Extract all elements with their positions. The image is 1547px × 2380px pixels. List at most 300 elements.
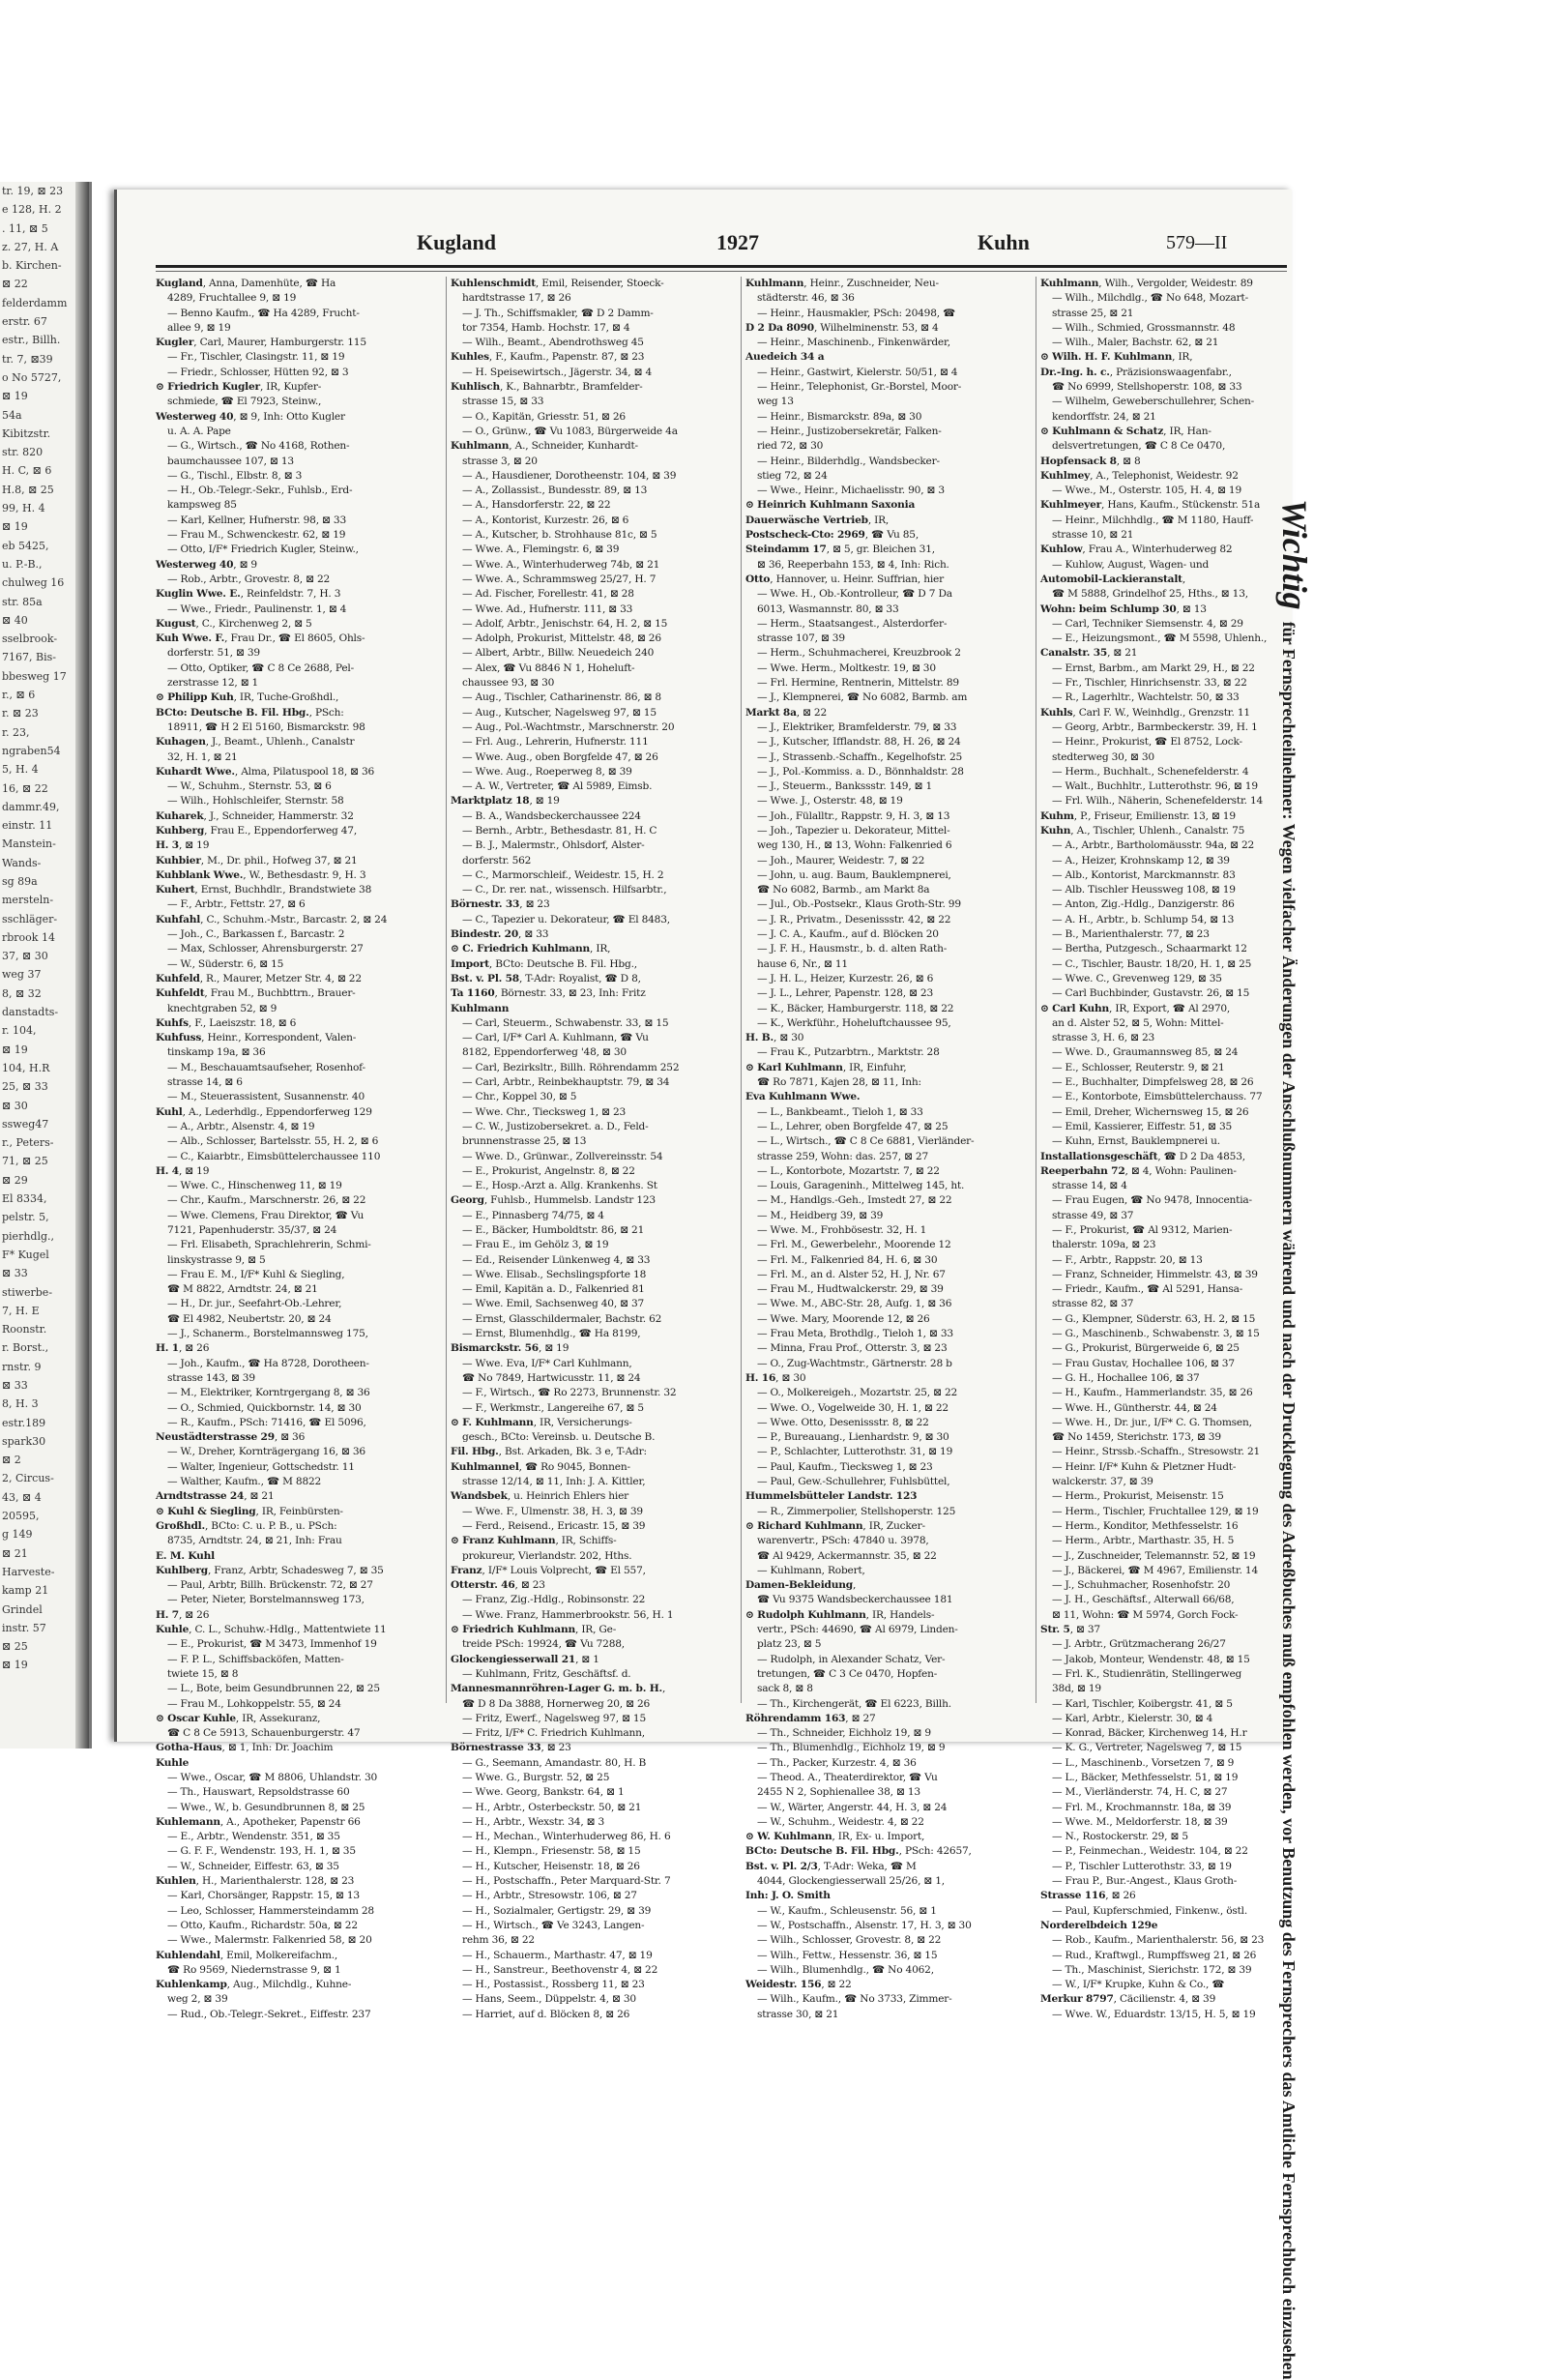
left-fragment: e 128, H. 2 xyxy=(2,203,62,217)
directory-entry-line: strasse 15, ⊠ 33 xyxy=(462,396,544,408)
directory-entry-line: thalerstr. 109a, ⊠ 23 xyxy=(1052,1239,1156,1251)
directory-entry-line: — A., Arbtr., Alsenstr. 4, ⊠ 19 xyxy=(167,1120,315,1132)
directory-entry: Neustädterstrasse 29, ⊠ 36 xyxy=(156,1431,306,1444)
directory-entry: Westerweg 40, ⊠ 9 xyxy=(156,558,257,571)
directory-entry-line: strasse 143, ⊠ 39 xyxy=(167,1371,255,1384)
directory-entry-line: — J. Arbtr., Grützmacherang 26/27 xyxy=(1052,1638,1226,1651)
directory-entry: Kuhlmey, A., Telephonist, Weidestr. 92 xyxy=(1040,469,1239,482)
left-fragment: tr. 7, ⊠39 xyxy=(2,352,53,366)
left-page-sliver xyxy=(0,182,92,1748)
directory-entry-line: — Walt., Buchhltr., Lutterothstr. 96, ⊠ 19 xyxy=(1052,780,1258,793)
directory-entry: Bindestr. 20, ⊠ 33 xyxy=(451,928,549,941)
directory-entry-line: — Wwe. Ad., Hufnerstr. 111, ⊠ 33 xyxy=(462,602,633,615)
directory-entry: Wohn: beim Schlump 30, ⊠ 13 xyxy=(1040,602,1207,615)
directory-entry-line: — Wwe., Friedr., Paulinenstr. 1, ⊠ 4 xyxy=(167,602,347,615)
left-fragment: 99, H. 4 xyxy=(2,502,45,515)
directory-entry-line: — Chr., Koppel 30, ⊠ 5 xyxy=(462,1091,577,1103)
directory-entry-line: — Fritz, I/F* C. Friedrich Kuhlmann, xyxy=(462,1727,645,1740)
directory-entry-line: — Wwe. H., Dr. jur., I/F* C. G. Thomsen, xyxy=(1052,1416,1252,1428)
directory-entry: Inh: J. O. Smith xyxy=(745,1890,831,1902)
directory-entry-line: — Wwe., Malermstr. Falkenried 58, ⊠ 20 xyxy=(167,1934,372,1947)
directory-entry-line: prokureur, Vierlandstr. 202, Hths. xyxy=(462,1549,632,1562)
directory-entry-line: — Herm., Konditor, Methfesselstr. 16 xyxy=(1052,1519,1239,1532)
directory-entry-line: 8182, Eppendorferweg '48, ⊠ 30 xyxy=(462,1046,627,1059)
left-fragment: r. ⊠ 23 xyxy=(2,707,39,720)
directory-entry-line: ☎ M 5888, Grindelhof 25, Hths., ⊠ 13, xyxy=(1052,588,1248,601)
left-fragment: danstadts- xyxy=(2,1006,59,1019)
directory-page xyxy=(114,190,1314,2380)
directory-entry-line: — L., Lehrer, oben Borgfelde 47, ⊠ 25 xyxy=(757,1120,949,1132)
directory-entry-line: — Herm., Tischler, Fruchtallee 129, ⊠ 19 xyxy=(1052,1505,1259,1517)
directory-entry-line: — Frau K., Putzarbtrn., Marktstr. 28 xyxy=(757,1046,940,1059)
directory-entry-line: — Aug., Tischler, Catharinenstr. 86, ⊠ 8 xyxy=(462,691,661,704)
directory-entry-line: — Herm., Prokurist, Meisenstr. 15 xyxy=(1052,1490,1224,1503)
directory-entry: Kuhlberg, Franz, Arbtr, Schadesweg 7, ⊠ 35 xyxy=(156,1564,384,1576)
left-fragment: estr., Billh. xyxy=(2,334,61,347)
directory-entry-line: — Frau P., Bur.-Angest., Klaus Groth- xyxy=(1052,1875,1238,1888)
directory-entry-line: — J., Kutscher, Ifflandstr. 88, H. 26, ⊠ 24 xyxy=(757,736,961,749)
directory-entry-line: — Frau Gustav, Hochallee 106, ⊠ 37 xyxy=(1052,1357,1235,1369)
left-fragment: felderdamm xyxy=(2,296,68,309)
directory-entry-line: — A. W., Vertreter, ☎ Al 5989, Eimsb. xyxy=(462,780,653,793)
directory-entry-line: — Kuhn, Ernst, Bauklempnerei u. xyxy=(1052,1135,1220,1148)
left-fragment: Harveste- xyxy=(2,1565,55,1578)
directory-entry-line: — Ed., Reisender Lünkenweg 4, ⊠ 33 xyxy=(462,1253,651,1266)
left-fragment: H. C, ⊠ 6 xyxy=(2,464,52,478)
directory-entry-line: — B., Marienthalerstr. 77, ⊠ 23 xyxy=(1052,928,1210,941)
directory-entry-line: — N., Rostockerstr. 29, ⊠ 5 xyxy=(1052,1831,1188,1843)
directory-entry-line: — Rob., Arbtr., Grovestr. 8, ⊠ 22 xyxy=(167,573,331,585)
directory-entry: Kuhl, A., Lederhdlg., Eppendorferweg 129 xyxy=(156,1105,372,1118)
left-fragment: Grindel xyxy=(2,1602,43,1616)
directory-entry-line: — K., Werkführ., Hoheluftchaussee 95, xyxy=(757,1016,951,1029)
directory-entry-line: strasse 25, ⊠ 21 xyxy=(1052,307,1134,319)
left-fragment: ⊠ 25 xyxy=(2,1640,28,1654)
directory-entry-line: — Heinr., Strssb.-Schaffn., Stresowstr. 21 xyxy=(1052,1446,1261,1458)
left-fragment: El 8334, xyxy=(2,1192,47,1206)
running-head-right: Kuhn xyxy=(978,230,1030,254)
left-fragment: 2, Circus- xyxy=(2,1472,54,1485)
directory-entry-line: — Alb. Tischler Heussweg 108, ⊠ 19 xyxy=(1052,884,1236,896)
directory-entry: Auedeich 34 a xyxy=(745,351,825,364)
directory-entry-line: strasse 3, H. 6, ⊠ 23 xyxy=(1052,1032,1155,1044)
directory-entry: ⊙ Karl Kuhlmann, IR, Einfuhr, xyxy=(745,1061,907,1073)
directory-entry-line: — Rud., Ob.-Telegr.-Sekret., Eiffestr. 237 xyxy=(167,2008,371,2020)
left-fragment: g 149 xyxy=(2,1528,33,1542)
directory-entry-line: — Wilh., Beamt., Abendrothsweg 45 xyxy=(462,337,644,349)
directory-entry-line: — L., Bäcker, Methfesselstr. 51, ⊠ 19 xyxy=(1052,1771,1239,1783)
directory-entry: Kuhfuss, Heinr., Korrespondent, Valen- xyxy=(156,1032,357,1044)
directory-entry-line: — O., Schmied, Quickbornstr. 14, ⊠ 30 xyxy=(167,1401,362,1414)
directory-entry-line: ☎ No 7849, Hartwicusstr. 11, ⊠ 24 xyxy=(462,1371,641,1384)
directory-entry-line: 18911, ☎ H 2 El 5160, Bismarckstr. 98 xyxy=(167,720,365,733)
directory-entry-line: — Emil, Dreher, Wichernsweg 15, ⊠ 26 xyxy=(1052,1105,1249,1118)
directory-entry-line: — W., Schuhm., Sternstr. 53, ⊠ 6 xyxy=(167,780,332,793)
directory-entry-line: — Wilh., Fettw., Hessenstr. 36, ⊠ 15 xyxy=(757,1949,938,1961)
left-fragment: 25, ⊠ 33 xyxy=(2,1080,48,1094)
directory-entry-line: — Franz, Schneider, Himmelstr. 43, ⊠ 39 xyxy=(1052,1268,1258,1280)
directory-entry-line: — L., Bote, beim Gesundbrunnen 22, ⊠ 25 xyxy=(167,1683,380,1695)
directory-entry-line: — G., Wirtsch., ☎ No 4168, Rothen- xyxy=(167,440,350,453)
directory-entry: Börnestrasse 33, ⊠ 23 xyxy=(451,1742,571,1754)
directory-entry-line: — Wwe. Aug., Roeperweg 8, ⊠ 39 xyxy=(462,765,632,778)
directory-entry-line: — Wilh., Schlosser, Grovestr. 8, ⊠ 22 xyxy=(757,1934,942,1947)
directory-entry-line: — G. F. F., Wendenstr. 193, H. 1, ⊠ 35 xyxy=(167,1845,356,1858)
directory-entry-line: — Wwe. C., Grevenweg 129, ⊠ 35 xyxy=(1052,972,1222,984)
directory-entry-line: weg 2, ⊠ 39 xyxy=(167,1993,228,2006)
directory-entry-line: ☎ C 8 Ce 5913, Schauenburgerstr. 47 xyxy=(167,1727,361,1740)
left-fragment: str. 820 xyxy=(2,446,44,459)
directory-entry-line: — G., Maschinenb., Schwabenstr. 3, ⊠ 15 xyxy=(1052,1328,1260,1340)
left-fragment: b. Kirchen- xyxy=(2,259,62,273)
directory-entry-line: — Wwe., Heinr., Michaelisstr. 90, ⊠ 3 xyxy=(757,485,945,497)
directory-entry-line: — Frau E., im Gehölz 3, ⊠ 19 xyxy=(462,1239,609,1251)
directory-entry-line: — J. Th., Schiffsmakler, ☎ D 2 Damm- xyxy=(462,307,654,319)
directory-entry: Gotha-Haus, ⊠ 1, Inh: Dr. Joachim xyxy=(156,1742,334,1754)
directory-entry-line: — Joh., Kaufm., ☎ Ha 8728, Dorotheen- xyxy=(167,1357,369,1369)
directory-entry-line: — Frau Eugen, ☎ No 9478, Innocentia- xyxy=(1052,1194,1252,1207)
directory-entry-line: — Wwe. H., Güntherstr. 44, ⊠ 24 xyxy=(1052,1401,1217,1414)
directory-entry-line: linskystrasse 9, ⊠ 5 xyxy=(167,1253,266,1266)
directory-entry-line: — Wwe. D., Graumannsweg 85, ⊠ 24 xyxy=(1052,1046,1239,1059)
directory-entry-line: stedterweg 30, ⊠ 30 xyxy=(1052,750,1154,763)
directory-entry-line: — Wwe. O., Vogelweide 30, H. 1, ⊠ 22 xyxy=(757,1401,949,1414)
directory-entry: Kuhles, F., Kaufm., Papenstr. 87, ⊠ 23 xyxy=(451,351,645,364)
directory-entry-line: — Wwe. A., Flemingstr. 6, ⊠ 39 xyxy=(462,544,620,556)
directory-entry: Kuhlmann, A., Schneider, Kunhardt- xyxy=(451,440,638,453)
directory-entry-line: — C., Kaiarbtr., Eimsbüttelerchaussee 110 xyxy=(167,1150,381,1162)
directory-entry-line: — Heinr., Justizobersekretär, Falken- xyxy=(757,425,942,437)
directory-entry-line: — Wwe. C., Hinschenweg 11, ⊠ 19 xyxy=(167,1180,342,1192)
directory-entry-line: — C., Tapezier u. Dekorateur, ☎ El 8483, xyxy=(462,913,670,926)
directory-entry-line: brunnenstrasse 25, ⊠ 13 xyxy=(462,1135,587,1148)
directory-entry-line: — Wwe. Eva, I/F* Carl Kuhlmann, xyxy=(462,1357,632,1369)
directory-entry-line: — Carl, Steuerm., Schwabenstr. 33, ⊠ 15 xyxy=(462,1016,669,1029)
directory-entry-line: — M., Heidberg 39, ⊠ 39 xyxy=(757,1209,884,1221)
directory-entry-line: — Adolph, Prokurist, Mittelstr. 48, ⊠ 26 xyxy=(462,632,661,645)
directory-entry-line: dorferstr. 51, ⊠ 39 xyxy=(167,647,260,660)
left-fragment: ⊠ 19 xyxy=(2,1043,28,1056)
directory-entry-line: — Frau E. M., I/F* Kuhl & Siegling, xyxy=(167,1268,345,1280)
directory-entry-line: — Bertha, Putzgesch., Schaarmarkt 12 xyxy=(1052,943,1247,955)
directory-entry-line: 8735, Arndtstr. 24, ⊠ 21, Inh: Frau xyxy=(167,1535,342,1547)
directory-entry-line: — L., Maschinenb., Vorsetzen 7, ⊠ 9 xyxy=(1052,1756,1235,1769)
left-fragment: ⊠ 30 xyxy=(2,1099,28,1112)
directory-entry: Installationsgeschäft, ☎ D 2 Da 4853, xyxy=(1040,1150,1245,1162)
directory-entry: H. 4, ⊠ 19 xyxy=(156,1164,210,1177)
column-divider xyxy=(741,277,742,1703)
year-heading: 1927 xyxy=(716,230,759,254)
directory-entry-line: — C. W., Justizobersekret. a. D., Feld- xyxy=(462,1120,649,1132)
directory-entry-line: — Heinr., Gastwirt, Kielerstr. 50/51, ⊠ 4 xyxy=(757,366,958,378)
directory-entry-line: — J. F. H., Hausmstr., b. d. alten Rath- xyxy=(757,943,948,955)
directory-entry-line: — Heinr., Bismarckstr. 89a, ⊠ 30 xyxy=(757,410,922,423)
left-fragment: 7, H. E xyxy=(2,1304,40,1317)
directory-entry-line: — Frl. Hermine, Rentnerin, Mittelstr. 89 xyxy=(757,677,959,690)
directory-entry-line: — Frau M., Schwenckestr. 62, ⊠ 19 xyxy=(167,529,346,542)
directory-entry-line: — Emil, Kassierer, Eiffestr. 51, ⊠ 35 xyxy=(1052,1120,1233,1132)
directory-entry-line: allee 9, ⊠ 19 xyxy=(167,321,231,334)
directory-entry: Canalstr. 35, ⊠ 21 xyxy=(1040,647,1138,660)
left-fragment: 104, H.R xyxy=(2,1061,50,1074)
directory-entry-line: — Friedr., Schlosser, Hütten 92, ⊠ 3 xyxy=(167,366,349,378)
directory-entry: Kuhlen, H., Marienthalerstr. 128, ⊠ 23 xyxy=(156,1875,355,1888)
directory-entry-line: — Theod. A., Theaterdirektor, ☎ Vu xyxy=(757,1771,938,1783)
directory-entry-line: ☎ Vu 9375 Wandsbeckerchaussee 181 xyxy=(757,1594,953,1606)
directory-entry: Kuhfahl, C., Schuhm.-Mstr., Barcastr. 2, ⊠ 24 xyxy=(156,913,388,926)
directory-entry-line: — Paul, Gew.-Schullehrer, Fuhlsbüttel, xyxy=(757,1476,950,1488)
directory-entry-line: — H., Schauerm., Marthastr. 47, ⊠ 19 xyxy=(462,1949,653,1961)
directory-entry-line: 4044, Glockengiesserwall 25/26, ⊠ 1, xyxy=(757,1875,945,1888)
directory-entry-line: — C., Dr. rer. nat., wissensch. Hilfsarbtr., xyxy=(462,884,667,896)
directory-entry-line: — H., Kutscher, Heisenstr. 18, ⊠ 26 xyxy=(462,1860,640,1872)
directory-entry: Marktplatz 18, ⊠ 19 xyxy=(451,795,560,808)
directory-entry-line: ⊠ 36, Reeperbahn 153, ⊠ 4, Inh: Rich. xyxy=(757,558,949,571)
directory-entry-line: — H., Arbtr., Wexstr. 34, ⊠ 3 xyxy=(462,1815,605,1828)
directory-entry-line: — Walter, Ingenieur, Gottschedstr. 11 xyxy=(167,1460,355,1473)
directory-entry-line: — Wwe. D., Grünwar., Zollvereinsstr. 54 xyxy=(462,1150,663,1162)
directory-entry: ⊙ Friedrich Kuhlmann, IR, Ge- xyxy=(451,1624,617,1636)
directory-entry-line: schmiede, ☎ El 7923, Steinw., xyxy=(167,396,322,408)
directory-entry-line: — Wwe. Emil, Sachsenweg 40, ⊠ 37 xyxy=(462,1298,645,1310)
directory-entry-line: — W., Schuhm., Weidestr. 4, ⊠ 22 xyxy=(757,1815,924,1828)
directory-entry-line: — Wwe. J., Osterstr. 48, ⊠ 19 xyxy=(757,795,903,808)
left-fragment: stiwerbe- xyxy=(2,1285,53,1299)
directory-entry-line: weg 130, H., ⊠ 13, Wohn: Falkenried 6 xyxy=(757,839,952,852)
directory-entry-line: — Wilh., Hohlschleifer, Sternstr. 58 xyxy=(167,795,344,808)
directory-entry-line: — Paul, Kaufm., Tiecksweg 1, ⊠ 23 xyxy=(757,1460,933,1473)
left-fragment: z. 27, H. A xyxy=(2,240,59,253)
directory-entry-line: — Ferd., Reisend., Ericastr. 15, ⊠ 39 xyxy=(462,1519,646,1532)
directory-entry-line: — Alb., Schlosser, Bartelsstr. 55, H. 2, ⊠ 6 xyxy=(167,1135,379,1148)
directory-entry-line: — Wwe. W., Eduardstr. 13/15, H. 5, ⊠ 19 xyxy=(1052,2008,1256,2020)
directory-entry-line: strasse 82, ⊠ 37 xyxy=(1052,1298,1134,1310)
directory-entry-line: — Albert, Arbtr., Billw. Neuedeich 240 xyxy=(462,647,655,660)
directory-entry-line: — O., Kapitän, Griesstr. 51, ⊠ 26 xyxy=(462,410,626,423)
directory-entry: Kuhardt Wwe., Alma, Pilatuspool 18, ⊠ 36 xyxy=(156,765,375,778)
directory-entry-line: — H., Wirtsch., ☎ Ve 3243, Langen- xyxy=(462,1919,645,1931)
directory-entry-line: — M., Beschauamtsaufseher, Rosenhof- xyxy=(167,1061,365,1073)
left-fragment: 8, H. 3 xyxy=(2,1397,39,1411)
left-fragment: einstr. 11 xyxy=(2,819,53,833)
directory-entry-line: — A., Heizer, Krohnskamp 12, ⊠ 39 xyxy=(1052,854,1230,867)
directory-entry-line: — Benno Kaufm., ☎ Ha 4289, Frucht- xyxy=(167,307,360,319)
directory-entry-line: — L., Wirtsch., ☎ C 8 Ce 6881, Vierländer- xyxy=(757,1135,975,1148)
directory-entry-line: ☎ Ro 7871, Kajen 28, ⊠ 11, Inh: xyxy=(757,1076,921,1089)
directory-entry: Kuhls, Carl F. W., Weinhdlg., Grenzstr. 11 xyxy=(1040,706,1250,719)
directory-entry-line: strasse 259, Wohn: das. 257, ⊠ 27 xyxy=(757,1150,929,1162)
directory-entry-line: — K., Bäcker, Hamburgerstr. 118, ⊠ 22 xyxy=(757,1002,954,1014)
directory-entry: Kuhle xyxy=(156,1756,190,1769)
directory-entry-line: 7121, Papenhuderstr. 35/37, ⊠ 24 xyxy=(167,1224,337,1236)
directory-entry: Hummelsbütteler Landstr. 123 xyxy=(745,1490,918,1503)
directory-entry-line: — Heinr., Prokurist, ☎ El 8752, Lock- xyxy=(1052,736,1242,749)
directory-entry-line: — H. Speisewirtsch., Jägerstr. 34, ⊠ 4 xyxy=(462,366,653,378)
directory-entry-line: — Jul., Ob.-Postsekr., Klaus Groth-Str. 99 xyxy=(757,898,961,911)
directory-entry-line: — E., Heizungsmont., ☎ M 5598, Uhlenh., xyxy=(1052,632,1268,645)
directory-entry-line: — Th., Blumenhdlg., Eichholz 19, ⊠ 9 xyxy=(757,1742,946,1754)
directory-entry-line: — Frl. Aug., Lehrerin, Hufnerstr. 111 xyxy=(462,736,649,749)
directory-entry: Import, BCto: Deutsche B. Fil. Hbg., xyxy=(451,957,637,970)
directory-entry-line: 4289, Fruchtallee 9, ⊠ 19 xyxy=(167,292,297,305)
directory-entry-line: tretungen, ☎ C 3 Ce 0470, Hopfen- xyxy=(757,1667,938,1680)
directory-entry: Kuhm, P., Friseur, Emilienstr. 13, ⊠ 19 xyxy=(1040,809,1236,822)
directory-entry-line: — Anton, Zig.-Hdlg., Danzigerstr. 86 xyxy=(1052,898,1235,911)
directory-entry-line: twiete 15, ⊠ 8 xyxy=(167,1667,239,1680)
directory-entry: H. 3, ⊠ 19 xyxy=(156,839,210,852)
directory-entry: Strasse 116, ⊠ 26 xyxy=(1040,1890,1136,1902)
directory-entry: Automobil-Lackieranstalt, xyxy=(1040,573,1186,585)
directory-entry-line: — Rudolph, in Alexander Schatz, Ver- xyxy=(757,1653,946,1665)
left-fragment: ⊠ 33 xyxy=(2,1267,28,1280)
directory-entry-line: — H., Sozialmaler, Gertigstr. 29, ⊠ 39 xyxy=(462,1904,652,1917)
directory-entry-line: — J., Strassenb.-Schaffn., Kegelhofstr. 25 xyxy=(757,750,963,763)
directory-entry-line: — H., Mechan., Winterhuderweg 86, H. 6 xyxy=(462,1831,671,1843)
directory-entry-line: — Wwe. Chr., Tiecksweg 1, ⊠ 23 xyxy=(462,1105,627,1118)
left-fragment: 8, ⊠ 32 xyxy=(2,986,42,1000)
directory-entry: Kuhlendahl, Emil, Molkereifachm., xyxy=(156,1949,338,1961)
directory-entry-line: — Carl, I/F* Carl A. Kuhlmann, ☎ Vu xyxy=(462,1032,649,1044)
left-fragment: spark30 xyxy=(2,1434,46,1448)
directory-entry-line: — Wwe. F., Ulmenstr. 38, H. 3, ⊠ 39 xyxy=(462,1505,643,1517)
directory-entry-line: ☎ Al 9429, Ackermannstr. 35, ⊠ 22 xyxy=(757,1549,937,1562)
directory-entry-line: — Carl, Bezirksltr., Billh. Röhrendamm 252 xyxy=(462,1061,680,1073)
directory-entry-line: — Emil, Kapitän a. D., Falkenried 81 xyxy=(462,1283,645,1296)
directory-entry-line: — Otto, Kaufm., Richardstr. 50a, ⊠ 22 xyxy=(167,1919,358,1931)
directory-entry-line: — Wwe. M., Frohbösestr. 32, H. 1 xyxy=(757,1224,927,1236)
directory-entry-line: — A., Hausdiener, Dorotheenstr. 104, ⊠ 39 xyxy=(462,469,677,482)
directory-entry-line: — Wwe., W., b. Gesundbrunnen 8, ⊠ 25 xyxy=(167,1801,365,1813)
directory-entry: Kugland, Anna, Damenhüte, ☎ Ha xyxy=(156,278,336,289)
directory-entry-line: — Kuhlmann, Fritz, Geschäftsf. d. xyxy=(462,1667,631,1680)
directory-entry-line: — Frl. Wilh., Näherin, Schenefelderstr. 14 xyxy=(1052,795,1264,808)
directory-entry: Kuhlemann, A., Apotheker, Papenstr 66 xyxy=(156,1815,361,1828)
directory-entry-line: ☎ M 8822, Arndtstr. 24, ⊠ 21 xyxy=(167,1283,318,1296)
left-fragment: Kibitzstr. xyxy=(2,426,51,440)
directory-entry: ⊙ Philipp Kuh, IR, Tuche-Großhdl., xyxy=(156,691,339,704)
left-fragment: r. Borst., xyxy=(2,1341,49,1355)
directory-entry-line: — H., Klempn., Friesenstr. 58, ⊠ 15 xyxy=(462,1845,641,1858)
directory-column-1 xyxy=(156,277,441,2020)
directory-entry-line: vertr., PSch: 44690, ☎ Al 6979, Linden- xyxy=(757,1624,958,1636)
directory-entry: Steindamm 17, ⊠ 5, gr. Bleichen 31, xyxy=(745,544,935,556)
directory-entry-line: — H., Kaufm., Hammerlandstr. 35, ⊠ 26 xyxy=(1052,1387,1253,1399)
directory-entry: Glockengiesserwall 21, ⊠ 1 xyxy=(451,1653,599,1665)
directory-entry-line: — L., Kontorbote, Mozartstr. 7, ⊠ 22 xyxy=(757,1164,940,1177)
directory-entry-line: — Wwe. Elisab., Sechslingspforte 18 xyxy=(462,1268,647,1280)
directory-entry: ⊙ Rudolph Kuhlmann, IR, Handels- xyxy=(745,1608,935,1621)
directory-entry-line: — Joh., Maurer, Weidestr. 7, ⊠ 22 xyxy=(757,854,925,867)
directory-entry-line: — Wilh., Blumenhdlg., ☎ No 4062, xyxy=(757,1963,934,1976)
directory-entry-line: — Herm., Staatsangest., Alsterdorfer- xyxy=(757,617,948,630)
directory-entry: Börnestr. 33, ⊠ 23 xyxy=(451,898,550,911)
directory-entry: Georg, Fuhlsb., Hummelsb. Landstr 123 xyxy=(451,1194,656,1207)
directory-entry-line: — W., Schneider, Eiffestr. 63, ⊠ 35 xyxy=(167,1860,339,1872)
directory-entry-line: — A., Arbtr., Bartholomäusstr. 94a, ⊠ 22 xyxy=(1052,839,1255,852)
directory-entry-line: — B. A., Wandsbeckerchaussee 224 xyxy=(462,809,641,822)
directory-entry-line: — G., Klempner, Süderstr. 63, H. 2, ⊠ 15 xyxy=(1052,1312,1256,1325)
directory-entry: BCto: Deutsche B. Fil. Hbg., PSch: xyxy=(156,706,344,719)
directory-entry-line: — E., Bäcker, Humboldtstr. 86, ⊠ 21 xyxy=(462,1224,645,1236)
directory-entry: Otto, Hannover, u. Heinr. Suffrian, hier xyxy=(745,573,944,585)
directory-entry: Ta 1160, Börnestr. 33, ⊠ 23, Inh: Fritz xyxy=(451,987,646,1000)
directory-entry-line: strasse 14, ⊠ 4 xyxy=(1052,1180,1127,1192)
directory-entry-line: — Georg, Arbtr., Barmbeckerstr. 39, H. 1 xyxy=(1052,720,1258,733)
left-fragment: r., Peters- xyxy=(2,1136,54,1150)
directory-entry-line: — P., Schlachter, Lutterothstr. 31, ⊠ 19 xyxy=(757,1446,953,1458)
directory-entry-line: — Carl, Arbtr., Reinbekhauptstr. 79, ⊠ 34 xyxy=(462,1076,670,1089)
left-fragment: mersteln- xyxy=(2,894,54,907)
directory-entry-line: — Frl. M., Krochmannstr. 18a, ⊠ 39 xyxy=(1052,1801,1232,1813)
directory-entry: Merkur 8797, Cäcilienstr. 4, ⊠ 39 xyxy=(1040,1993,1216,2006)
directory-entry-line: — P., Bureauang., Lienhardstr. 9, ⊠ 30 xyxy=(757,1431,949,1444)
left-fragment: Manstein- xyxy=(2,837,56,851)
left-fragment: pelstr. 5, xyxy=(2,1211,49,1224)
left-fragment: ⊠ 33 xyxy=(2,1379,28,1392)
directory-entry-line: strasse 3, ⊠ 20 xyxy=(462,455,538,467)
directory-entry: Kuharek, J., Schneider, Hammerstr. 32 xyxy=(156,809,354,822)
directory-entry-line: — Wilhelm, Geweberschullehrer, Schen- xyxy=(1052,396,1255,408)
left-fragment: 43, ⊠ 4 xyxy=(2,1490,42,1504)
directory-entry-line: u. A. A. Pape xyxy=(167,425,231,437)
directory-entry: Kuhn, A., Tischler, Uhlenh., Canalstr. 75 xyxy=(1040,824,1245,837)
directory-entry: Otterstr. 46, ⊠ 23 xyxy=(451,1579,545,1592)
directory-entry-line: — Louis, Garageninh., Mittelweg 145, ht. xyxy=(757,1180,965,1192)
directory-entry-line: kendorffstr. 24, ⊠ 21 xyxy=(1052,410,1156,423)
directory-entry: ⊙ F. Kuhlmann, IR, Versicherungs- xyxy=(451,1416,632,1428)
directory-entry: ⊙ Carl Kuhn, IR, Export, ☎ Al 2970, xyxy=(1040,1002,1231,1014)
directory-entry-line: — Frau M., Lohkoppelstr. 55, ⊠ 24 xyxy=(167,1697,341,1710)
directory-entry: ⊙ Friedrich Kugler, IR, Kupfer- xyxy=(156,381,322,394)
directory-entry-line: — H., Postschaffn., Peter Marquard-Str. 7 xyxy=(462,1875,671,1888)
directory-entry: Wandsbek, u. Heinrich Ehlers hier xyxy=(451,1490,629,1503)
directory-entry: ⊙ Franz Kuhlmann, IR, Schiffs- xyxy=(451,1535,617,1547)
directory-entry-line: gesch., BCto: Vereinsb. u. Deutsche B. xyxy=(462,1431,656,1444)
directory-entry: Kuhlmeyer, Hans, Kaufm., Stückenstr. 51a xyxy=(1040,499,1261,512)
left-fragment: Wands- xyxy=(2,856,42,869)
left-fragment: erstr. 67 xyxy=(2,315,47,329)
directory-entry-line: platz 23, ⊠ 5 xyxy=(757,1638,822,1651)
directory-entry: Kuhbier, M., Dr. phil., Hofweg 37, ⊠ 21 xyxy=(156,854,358,867)
directory-entry: Kugler, Carl, Maurer, Hamburgerstr. 115 xyxy=(156,337,366,349)
directory-entry-line: — W., Wärter, Angerstr. 44, H. 3, ⊠ 24 xyxy=(757,1801,948,1813)
directory-entry-line: — Heinr., Milchhdlg., ☎ M 1180, Hauff- xyxy=(1052,514,1254,526)
directory-entry: Hopfensack 8, ⊠ 8 xyxy=(1040,455,1141,467)
left-fragment: u. P.-B., xyxy=(2,557,43,571)
directory-entry-line: hardtstrasse 17, ⊠ 26 xyxy=(462,292,571,305)
directory-entry: D 2 Da 8090, Wilhelminenstr. 53, ⊠ 4 xyxy=(745,321,939,334)
directory-entry-line: — Wwe., Oscar, ☎ M 8806, Uhlandstr. 30 xyxy=(167,1771,378,1783)
directory-entry-line: — J. C. A., Kaufm., auf d. Blöcken 20 xyxy=(757,928,939,941)
directory-entry: Kuglin Wwe. E., Reinfeldstr. 7, H. 3 xyxy=(156,588,341,601)
directory-entry-line: — J. L., Lehrer, Papenstr. 128, ⊠ 23 xyxy=(757,987,934,1000)
directory-entry-line: — Frl. Elisabeth, Sprachlehrerin, Schmi- xyxy=(167,1239,371,1251)
column-divider xyxy=(446,277,447,1703)
directory-entry-line: — Ernst, Blumenhdlg., ☎ Ha 8199, xyxy=(462,1328,641,1340)
left-fragment: dammr.49, xyxy=(2,800,60,813)
directory-entry-line: baumchaussee 107, ⊠ 13 xyxy=(167,455,294,467)
directory-entry: Bst. v. Pl. 58, T-Adr: Royalist, ☎ D 8, xyxy=(451,972,641,984)
directory-entry-line: strasse 107, ⊠ 39 xyxy=(757,632,845,645)
directory-entry-line: — Th., Maschinist, Sierichstr. 172, ⊠ 39 xyxy=(1052,1963,1252,1976)
directory-entry-line: 38d, ⊠ 19 xyxy=(1052,1683,1101,1695)
directory-entry-line: — Walther, Kaufm., ☎ M 8822 xyxy=(167,1476,322,1488)
directory-entry-line: — Herm., Schuhmacherei, Kreuzbrook 2 xyxy=(757,647,961,660)
directory-entry-line: — E., Prokurist, ☎ M 3473, Immenhof 19 xyxy=(167,1638,377,1651)
directory-entry-line: an d. Alster 52, ⊠ 5, Wohn: Mittel- xyxy=(1052,1016,1224,1029)
left-fragment: 16, ⊠ 22 xyxy=(2,781,48,795)
directory-entry-line: — H., Arbtr., Osterbeckstr. 50, ⊠ 21 xyxy=(462,1801,642,1813)
